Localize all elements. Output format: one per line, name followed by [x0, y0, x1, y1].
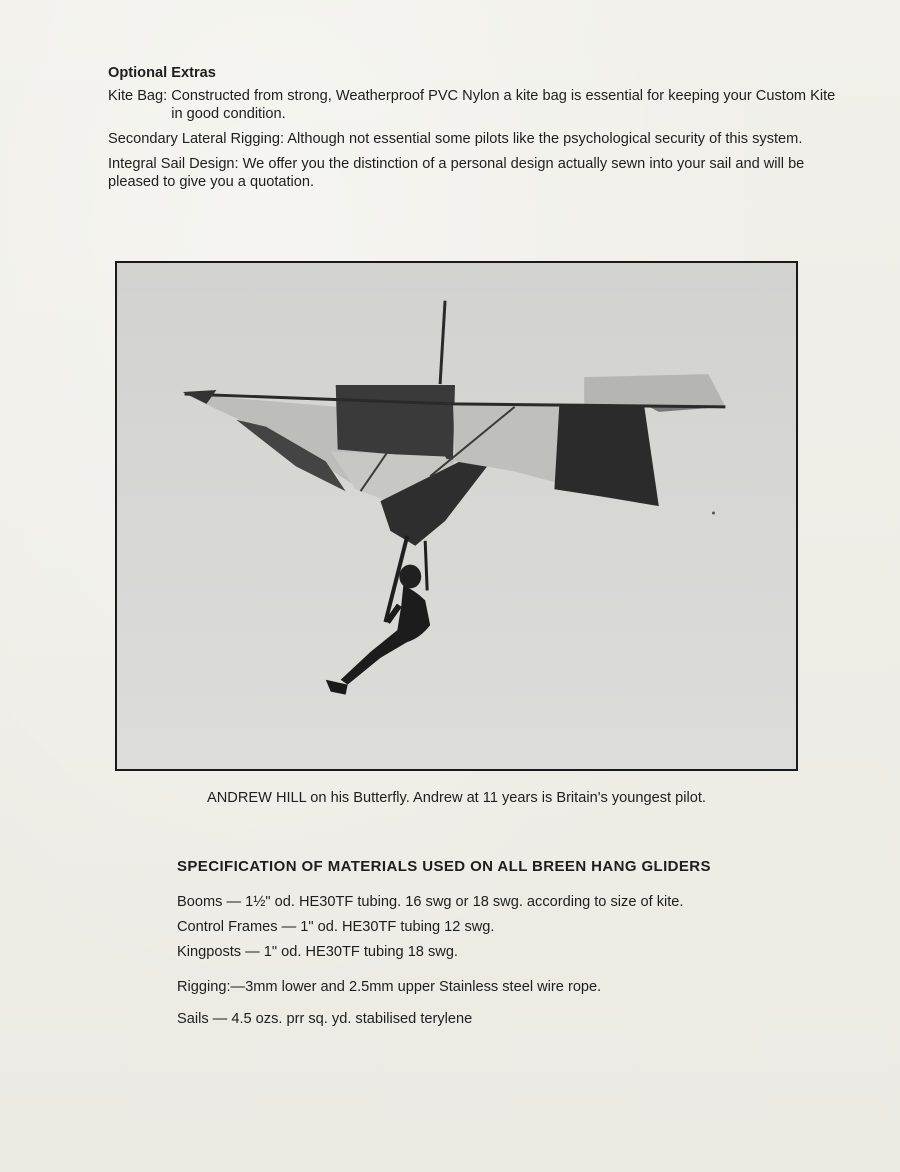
spec-kingposts: Kingposts — 1" od. HE30TF tubing 18 swg. [177, 944, 458, 960]
hang-glider-illustration [117, 263, 796, 769]
optional-extras-section [108, 64, 848, 198]
spec-sails: Sails — 4.5 ozs. prr sq. yd. stabilised terylene [177, 1011, 473, 1027]
secondary-rigging-paragraph: Secondary Lateral Rigging: Although not essential some pilots like the psychological security of this system. [108, 131, 803, 147]
kite-bag-paragraph [108, 87, 848, 123]
hang-glider-photo [115, 261, 798, 771]
kite-bag-term: Kite Bag: [108, 88, 168, 104]
sail-design-paragraph: Integral Sail Design: We offer you the distinction of a personal design actually sewn into your sail and will be pleased to give you a quotation. [108, 156, 805, 190]
kite-bag-text: Constructed from strong, Weatherproof PVC Nylon a kite bag is essential for keeping your Custom Kite in good condition. [171, 88, 836, 122]
photo-caption: ANDREW HILL on his Butterfly. Andrew at 11 years is Britain's youngest pilot. [207, 790, 706, 806]
specification-heading: SPECIFICATION OF MATERIALS USED ON ALL BREEN HANG GLIDERS [177, 858, 711, 875]
spec-booms: Booms — 1½" od. HE30TF tubing. 16 swg or 18 swg. according to size of kite. [177, 894, 684, 910]
spec-rigging: Rigging:—3mm lower and 2.5mm upper Stainless steel wire rope. [177, 979, 602, 995]
spec-control-frames: Control Frames — 1" od. HE30TF tubing 12 swg. [177, 919, 495, 935]
specification-section [177, 858, 797, 1035]
optional-extras-heading: Optional Extras [108, 65, 216, 81]
